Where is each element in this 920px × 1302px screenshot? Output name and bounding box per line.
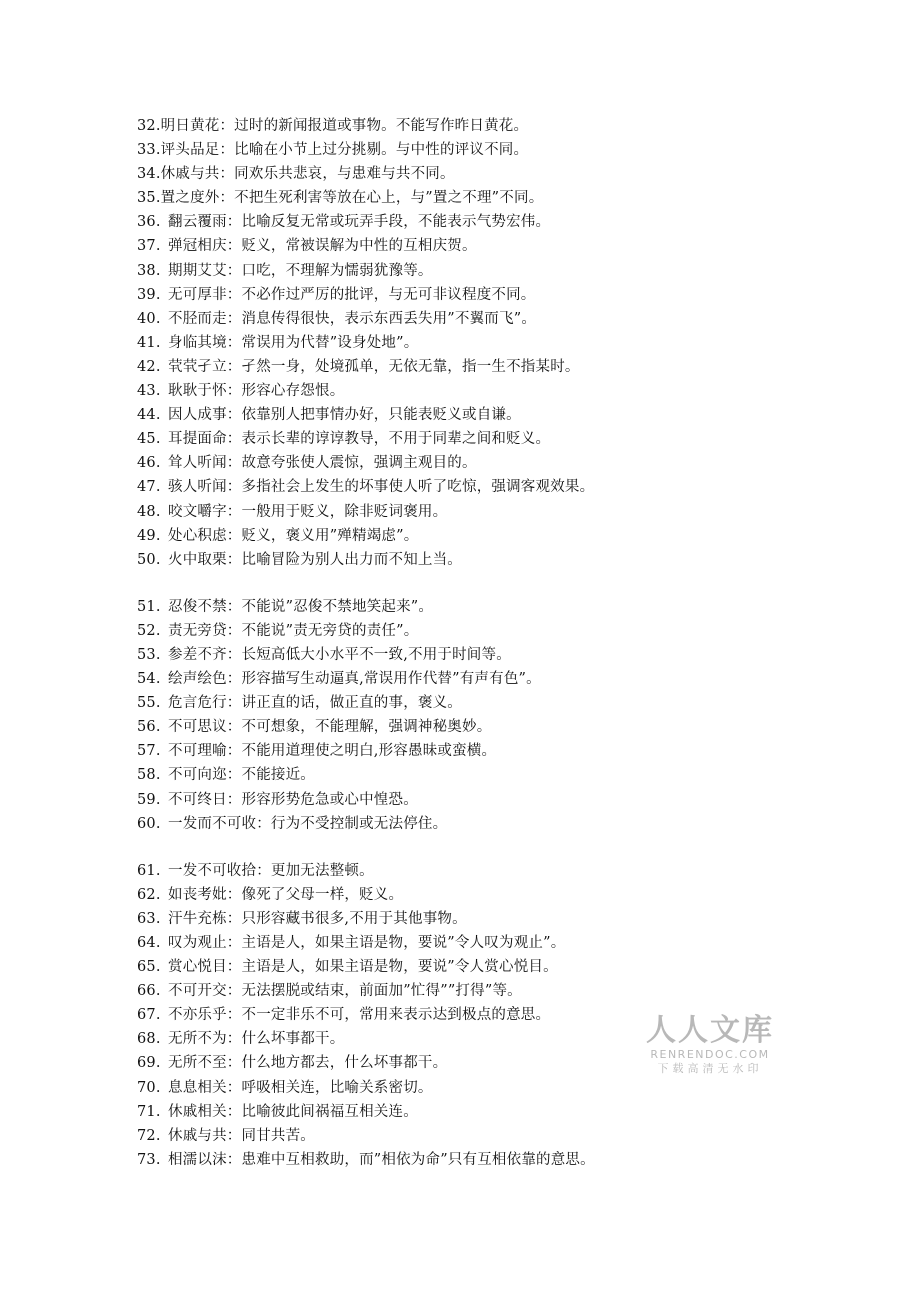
item-number: 58. <box>137 767 161 784</box>
item-text: 处心积虑：贬义，褒义用”殚精竭虑”。 <box>168 527 419 544</box>
item-number: 39. <box>137 286 161 303</box>
item-number: 55. <box>137 695 161 712</box>
list-item <box>137 307 777 331</box>
item-number: 71. <box>137 1103 161 1120</box>
list-item <box>137 883 777 907</box>
list-item <box>137 427 777 451</box>
list-item <box>137 379 777 403</box>
item-number: 40. <box>137 310 161 327</box>
item-text: 因人成事：依靠别人把事情办好，只能表贬义或自谦。 <box>168 407 521 424</box>
item-text: 骇人听闻：多指社会上发生的坏事使人听了吃惊，强调客观效果。 <box>168 479 595 496</box>
item-number: 63. <box>137 910 161 927</box>
item-text: 身临其境：常误用为代替”设身处地”。 <box>168 334 419 351</box>
item-text: 耿耿于怀：形容心存怨恨。 <box>168 383 345 400</box>
list-item <box>137 162 777 186</box>
watermark <box>645 1014 775 1076</box>
item-number: 61. <box>137 862 161 879</box>
list-item <box>137 524 777 548</box>
item-text: 忍俊不禁：不能说”忍俊不禁地笑起来”。 <box>168 598 434 615</box>
item-text: 不可开交：无法摆脱或结束，前面加”忙得””打得”等。 <box>168 983 522 1000</box>
item-number: 45. <box>137 431 161 448</box>
list-item <box>137 259 777 283</box>
list-item <box>137 475 777 499</box>
list-item <box>137 859 777 883</box>
item-number: 66. <box>137 983 161 1000</box>
item-text: 叹为观止：主语是人，如果主语是物，要说”令人叹为观止”。 <box>168 935 566 951</box>
list-item <box>137 403 777 427</box>
item-number: 47. <box>137 479 161 496</box>
item-number: 48. <box>137 503 161 520</box>
item-number: 41. <box>137 334 161 351</box>
item-text: 休戚与共：同欢乐共悲哀，与患难与共不同。 <box>160 166 455 183</box>
item-number: 53. <box>137 646 161 663</box>
item-text: 绘声绘色：形容描写生动逼真,常误用作代替”有声有色”。 <box>168 671 541 688</box>
item-number: 73. <box>137 1151 161 1168</box>
section-gap <box>137 836 777 859</box>
list-item <box>137 667 777 691</box>
watermark-subtitle: 下载高清无水印 <box>657 1062 763 1075</box>
item-number: 37. <box>137 238 161 255</box>
list-item <box>137 643 777 667</box>
list-item <box>137 1124 777 1148</box>
item-text: 翻云覆雨：比喻反复无常或玩弄手段，不能表示气势宏伟。 <box>168 214 551 231</box>
item-text: 不可思议：不可想象，不能理解，强调神秘奥妙。 <box>168 719 492 736</box>
item-number: 36. <box>137 214 161 231</box>
item-text: 责无旁贷：不能说”责无旁贷的责任”。 <box>168 622 419 639</box>
list-item <box>137 1100 777 1124</box>
item-text: 置之度外：不把生死利害等放在心上，与”置之不理”不同。 <box>160 190 544 207</box>
item-text: 息息相关：呼吸相关连，比喻关系密切。 <box>168 1079 433 1096</box>
list-item <box>137 355 777 379</box>
item-number: 69. <box>137 1055 161 1072</box>
item-number: 59. <box>137 791 161 808</box>
item-text: 咬文嚼字：一般用于贬义，除非贬词褒用。 <box>168 503 448 520</box>
item-text: 参差不齐：长短高低大小水平不一致,不用于时间等。 <box>168 646 511 663</box>
section-gap <box>137 572 777 595</box>
item-number: 46. <box>137 455 161 472</box>
item-text: 不可终日：形容形势危急或心中惶恐。 <box>168 791 418 808</box>
item-text: 休戚相关：比喻彼此间祸福互相关连。 <box>168 1103 418 1120</box>
item-text: 如丧考妣：像死了父母一样，贬义。 <box>168 886 404 903</box>
item-number: 33. <box>137 142 161 159</box>
item-text: 一发不可收拾：更加无法整顿。 <box>168 862 374 879</box>
list-item <box>137 931 777 955</box>
item-number: 68. <box>137 1031 161 1048</box>
item-number: 32. <box>137 118 161 134</box>
list-item <box>137 1148 777 1172</box>
list-item <box>137 739 777 763</box>
list-item <box>137 979 777 1003</box>
item-number: 51. <box>137 598 161 615</box>
item-number: 57. <box>137 743 161 760</box>
item-text: 汗牛充栋：只形容藏书很多,不用于其他事物。 <box>168 910 467 927</box>
list-item <box>137 619 777 643</box>
item-number: 72. <box>137 1127 161 1144</box>
item-number: 56. <box>137 719 161 736</box>
list-item <box>137 715 777 739</box>
item-text: 一发而不可收：行为不受控制或无法停住。 <box>168 815 448 832</box>
item-text: 相濡以沫：患难中互相救助，而”相依为命”只有互相依靠的意思。 <box>168 1151 595 1168</box>
list-item <box>137 788 777 812</box>
item-number: 54. <box>137 671 161 688</box>
list-item <box>137 138 777 162</box>
list-item <box>137 500 777 524</box>
item-number: 42. <box>137 358 161 375</box>
item-number: 70. <box>137 1079 161 1096</box>
item-number: 38. <box>137 262 161 279</box>
list-item <box>137 955 777 979</box>
item-text: 不可理喻：不能用道理使之明白,形容愚昧或蛮横。 <box>168 743 497 760</box>
item-number: 67. <box>137 1007 161 1024</box>
item-number: 49. <box>137 527 161 544</box>
item-number: 60. <box>137 815 161 832</box>
item-text: 火中取栗：比喻冒险为别人出力而不知上当。 <box>168 551 462 568</box>
item-number: 52. <box>137 622 161 639</box>
list-item <box>137 283 777 307</box>
item-text: 弹冠相庆：贬义，常被误解为中性的互相庆贺。 <box>168 238 477 255</box>
item-number: 50. <box>137 551 161 568</box>
list-item <box>137 907 777 931</box>
list-item <box>137 210 777 234</box>
item-text: 赏心悦目：主语是人，如果主语是物，要说”令人赏心悦目。 <box>168 959 558 976</box>
item-text: 无所不至：什么地方都去，什么坏事都干。 <box>168 1055 448 1072</box>
list-item <box>137 763 777 787</box>
item-text: 不胫而走：消息传得很快，表示东西丢失用”不翼而飞”。 <box>168 310 537 327</box>
list-item <box>137 114 777 138</box>
list-item <box>137 186 777 210</box>
item-number: 34. <box>137 166 161 183</box>
list-item <box>137 812 777 836</box>
item-text: 无所不为：什么坏事都干。 <box>168 1031 345 1048</box>
watermark-domain: RENRENDOC.COM <box>650 1048 770 1061</box>
list-item <box>137 691 777 715</box>
item-number: 35. <box>137 190 161 207</box>
item-text: 耳提面命：表示长辈的谆谆教导，不用于同辈之间和贬义。 <box>168 431 551 448</box>
item-text: 茕茕孑立：孑然一身，处境孤单，无依无靠，指一生不指某时。 <box>168 358 580 375</box>
list-item <box>137 548 777 572</box>
list-item <box>137 234 777 258</box>
item-number: 64. <box>137 935 161 951</box>
list-item <box>137 1076 777 1100</box>
item-number: 43. <box>137 383 161 400</box>
item-text: 耸人听闻：故意夸张使人震惊，强调主观目的。 <box>168 455 477 472</box>
list-item <box>137 331 777 355</box>
watermark-title: 人人文库 <box>646 1013 774 1048</box>
item-text: 休戚与共：同甘共苦。 <box>168 1127 315 1144</box>
item-text: 不亦乐乎：不一定非乐不可，常用来表示达到极点的意思。 <box>168 1007 551 1024</box>
list-item <box>137 595 777 619</box>
item-text: 期期艾艾：口吃，不理解为懦弱犹豫等。 <box>168 262 433 279</box>
item-text: 危言危行：讲正直的话，做正直的事，褒义。 <box>168 695 462 712</box>
item-number: 44. <box>137 407 161 424</box>
item-text: 无可厚非：不必作过严厉的批评，与无可非议程度不同。 <box>168 286 536 303</box>
item-text: 不可向迩：不能接近。 <box>168 767 315 784</box>
item-number: 65. <box>137 959 161 976</box>
item-text: 评头品足：比喻在小节上过分挑剔。与中性的评议不同。 <box>160 142 529 159</box>
item-number: 62. <box>137 886 161 903</box>
item-text: 明日黄花：过时的新闻报道或事物。不能写作昨日黄花。 <box>160 118 529 134</box>
list-item <box>137 451 777 475</box>
